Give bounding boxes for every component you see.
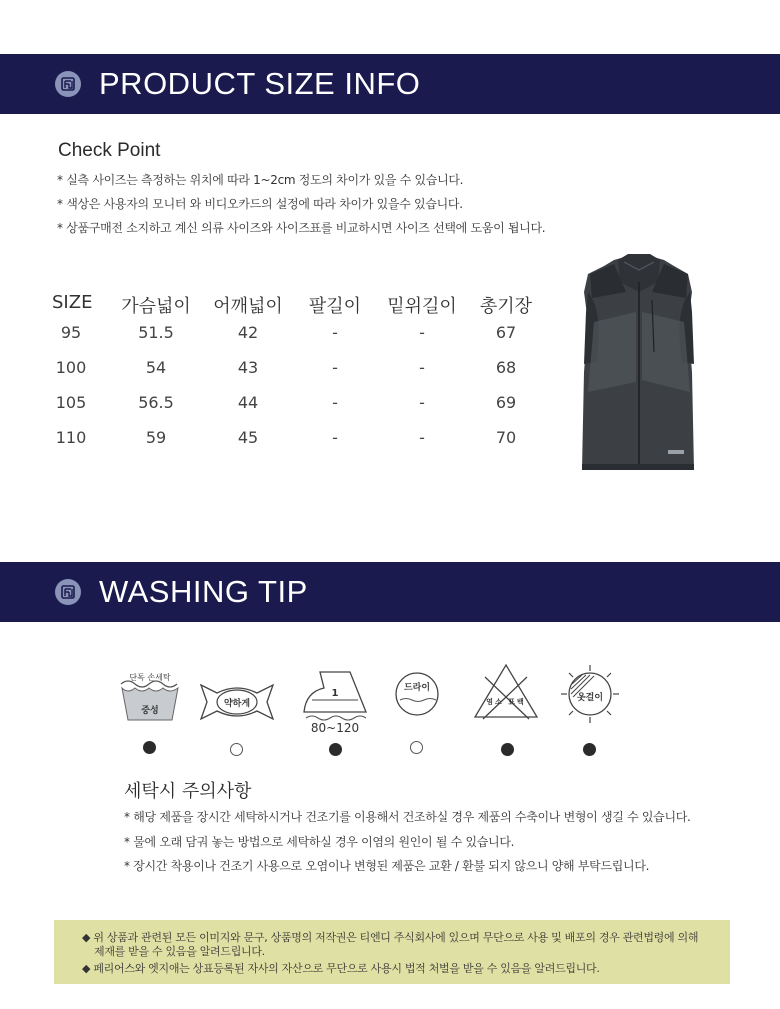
vest-image: [574, 252, 704, 477]
selected-indicator: [329, 743, 342, 756]
brand-logo-icon: [55, 579, 81, 605]
table-cell: 68: [495, 358, 517, 377]
table-cell: 54: [145, 358, 167, 377]
notice-line: 제재를 받을 수 있음을 알려드립니다.: [94, 945, 265, 958]
table-cell: -: [332, 323, 338, 342]
banner-title: WASHING TIP: [99, 574, 308, 609]
table-cell: -: [332, 358, 338, 377]
table-cell: 43: [237, 358, 259, 377]
table-cell: 105: [55, 393, 87, 412]
table-cell: 42: [237, 323, 259, 342]
table-cell: 70: [495, 428, 517, 447]
table-cell: -: [419, 393, 425, 412]
selected-indicator: [143, 741, 156, 754]
table-cell: 69: [495, 393, 517, 412]
washing-notes-title: 세탁시 주의사항: [124, 781, 252, 802]
table-cell: 59: [145, 428, 167, 447]
check-point-note: * 실측 사이즈는 측정하는 위치에 따라 1~2cm 정도의 차이가 있을 수 있습니다.: [57, 173, 464, 187]
table-cell: 56.5: [138, 393, 174, 412]
table-cell: 67: [495, 323, 517, 342]
table-header: 가슴넓이: [121, 296, 191, 317]
copyright-notice: [54, 920, 730, 984]
dry-clean-icon: 드라이: [394, 670, 440, 718]
washing-note: * 물에 오래 담궈 놓는 방법으로 세탁하실 경우 이염의 원인이 될 수 있습니다.: [124, 835, 515, 849]
size-info-banner: [0, 54, 780, 114]
table-header: 어깨넓이: [213, 296, 283, 317]
check-point-note: * 상품구매전 소지하고 계신 의류 사이즈와 사이즈표를 비교하시면 사이즈 선택에 도움이 됩니다.: [57, 221, 546, 235]
table-header: SIZE: [52, 292, 93, 313]
table-cell: 45: [237, 428, 259, 447]
selected-indicator: [583, 743, 596, 756]
table-header: 밑위길이: [387, 296, 457, 317]
hand-wash-icon: 단독 손세탁 중성: [118, 670, 182, 726]
iron-temp-label: 80~120: [310, 721, 360, 735]
notice-line: ◆ 페리어스와 엣지애는 상표등록된 자사의 자산으로 무단으로 사용시 법적 처벌을 받을 수 있음을 알려드립니다.: [82, 962, 600, 975]
banner-title: PRODUCT SIZE INFO: [99, 66, 421, 101]
no-bleach-icon: 염소 표백: [473, 663, 539, 721]
notice-line: ◆ 위 상품과 관련된 모든 이미지와 문구, 상품명의 저작권은 티엔디 주식회사에 있으며 무단으로 사용 및 배포의 경우 관련법령에 의해: [82, 931, 699, 944]
unselected-indicator: [410, 741, 423, 754]
gentle-wash-icon: 약하게: [199, 681, 275, 723]
table-cell: 110: [55, 428, 87, 447]
hang-dry-icon: 옷걸이: [560, 664, 620, 724]
selected-indicator: [501, 743, 514, 756]
table-cell: -: [332, 428, 338, 447]
table-cell: -: [419, 428, 425, 447]
table-cell: -: [332, 393, 338, 412]
unselected-indicator: [230, 743, 243, 756]
table-cell: 44: [237, 393, 259, 412]
table-cell: -: [419, 323, 425, 342]
washing-tip-banner: [0, 562, 780, 622]
washing-note: * 해당 제품을 장시간 세탁하시거나 건조기를 이용해서 건조하실 경우 제품의 수축이나 변형이 생길 수 있습니다.: [124, 810, 691, 824]
washing-note: * 장시간 착용이나 건조기 사용으로 오염이나 변형된 제품은 교환 / 환불 되지 않으니 양해 부탁드립니다.: [124, 859, 650, 873]
table-cell: 100: [55, 358, 87, 377]
table-cell: 51.5: [138, 323, 174, 342]
check-point-note: * 색상은 사용자의 모니터 와 비디오카드의 설정에 따라 차이가 있을수 있습니다.: [57, 197, 463, 211]
check-point-title: Check Point: [58, 140, 161, 161]
table-header: 총기장: [479, 296, 533, 317]
brand-logo-icon: [55, 71, 81, 97]
table-cell: -: [419, 358, 425, 377]
iron-icon: 1 80~120: [300, 668, 370, 738]
table-cell: 95: [60, 323, 82, 342]
table-header: 팔길이: [308, 296, 362, 317]
